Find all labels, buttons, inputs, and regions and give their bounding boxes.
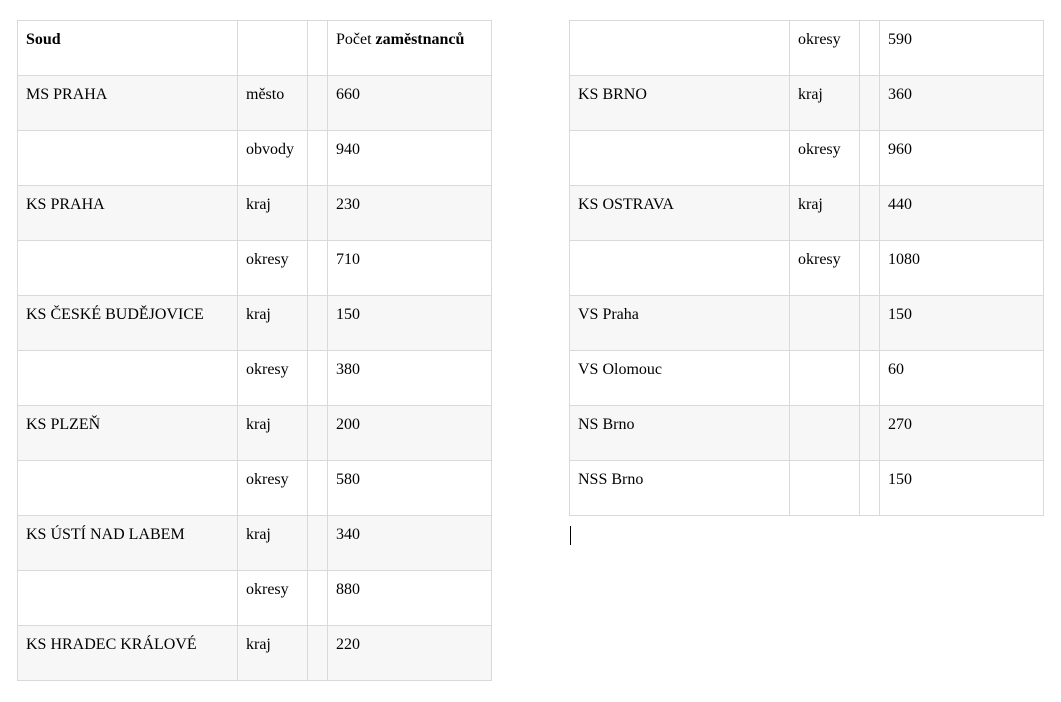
employee-count-cell[interactable]: 270 (880, 406, 1044, 461)
table-row (570, 76, 1044, 131)
unit-cell[interactable]: kraj (238, 186, 308, 241)
court-cell[interactable] (570, 131, 790, 186)
employee-count-cell[interactable]: 150 (880, 461, 1044, 516)
table-row (570, 296, 1044, 351)
unit-cell[interactable]: okresy (790, 21, 860, 76)
spacer-cell[interactable] (860, 296, 880, 351)
employee-count-cell[interactable]: 940 (328, 131, 492, 186)
court-cell[interactable]: NS Brno (570, 406, 790, 461)
employee-count-cell[interactable]: 880 (328, 571, 492, 626)
spacer-cell[interactable] (308, 21, 328, 76)
table-row (18, 296, 492, 351)
spacer-cell[interactable] (308, 626, 328, 681)
spacer-cell[interactable] (860, 406, 880, 461)
unit-cell[interactable]: kraj (238, 406, 308, 461)
spacer-cell[interactable] (308, 461, 328, 516)
employee-count-cell[interactable]: 150 (880, 296, 1044, 351)
unit-cell[interactable] (790, 461, 860, 516)
employee-count-cell[interactable]: 960 (880, 131, 1044, 186)
court-cell[interactable] (570, 241, 790, 296)
header-employee-count[interactable] (328, 21, 492, 76)
court-cell[interactable] (570, 21, 790, 76)
unit-cell[interactable]: okresy (238, 571, 308, 626)
spacer-cell[interactable] (308, 186, 328, 241)
table-row (18, 351, 492, 406)
employee-count-cell[interactable]: 710 (328, 241, 492, 296)
spacer-cell[interactable] (308, 76, 328, 131)
unit-cell[interactable]: kraj (238, 516, 308, 571)
unit-cell[interactable] (790, 296, 860, 351)
court-cell[interactable] (18, 241, 238, 296)
employee-count-cell[interactable]: 220 (328, 626, 492, 681)
left-table-body (18, 21, 492, 681)
court-cell[interactable]: KS HRADEC KRÁLOVÉ (18, 626, 238, 681)
court-cell[interactable] (18, 131, 238, 186)
table-row (18, 516, 492, 571)
table-row (570, 21, 1044, 76)
court-cell[interactable]: VS Praha (570, 296, 790, 351)
court-cell[interactable]: MS PRAHA (18, 76, 238, 131)
table-row (570, 241, 1044, 296)
spacer-cell[interactable] (308, 406, 328, 461)
unit-cell[interactable]: kraj (790, 76, 860, 131)
employee-count-cell[interactable]: 1080 (880, 241, 1044, 296)
employee-count-cell[interactable]: 660 (328, 76, 492, 131)
unit-cell[interactable]: okresy (238, 241, 308, 296)
table-row (18, 461, 492, 516)
employee-count-cell[interactable]: 60 (880, 351, 1044, 406)
table-row (570, 406, 1044, 461)
spacer-cell[interactable] (308, 241, 328, 296)
court-cell[interactable]: KS ČESKÉ BUDĚJOVICE (18, 296, 238, 351)
text-cursor (570, 526, 571, 545)
spacer-cell[interactable] (860, 76, 880, 131)
table-row (18, 406, 492, 461)
spacer-cell[interactable] (308, 351, 328, 406)
unit-cell[interactable]: kraj (790, 186, 860, 241)
unit-cell[interactable]: kraj (238, 626, 308, 681)
unit-cell[interactable]: obvody (238, 131, 308, 186)
court-cell[interactable] (18, 461, 238, 516)
table-row (18, 186, 492, 241)
right-table-body (570, 21, 1044, 516)
unit-cell[interactable]: okresy (790, 241, 860, 296)
court-cell[interactable] (18, 351, 238, 406)
spacer-cell[interactable] (860, 131, 880, 186)
spacer-cell[interactable] (860, 241, 880, 296)
header-count-prefix: Počet (336, 31, 376, 48)
unit-cell[interactable] (790, 351, 860, 406)
employee-count-cell[interactable]: 590 (880, 21, 1044, 76)
court-cell[interactable]: KS PLZEŇ (18, 406, 238, 461)
spacer-cell[interactable] (860, 351, 880, 406)
spacer-cell[interactable] (308, 516, 328, 571)
spacer-cell[interactable] (308, 296, 328, 351)
right-table (569, 20, 1044, 516)
employee-count-cell[interactable]: 440 (880, 186, 1044, 241)
court-cell[interactable]: KS OSTRAVA (570, 186, 790, 241)
left-table (17, 20, 492, 681)
spacer-cell[interactable] (860, 21, 880, 76)
unit-cell[interactable]: okresy (238, 351, 308, 406)
spacer-cell[interactable] (860, 186, 880, 241)
header-count-bold: zaměstnanců (375, 31, 465, 48)
employee-count-cell[interactable]: 230 (328, 186, 492, 241)
court-cell[interactable]: VS Olomouc (570, 351, 790, 406)
spacer-cell[interactable] (308, 131, 328, 186)
table-row (18, 131, 492, 186)
unit-cell[interactable]: kraj (238, 296, 308, 351)
table-row (18, 626, 492, 681)
table-row (18, 76, 492, 131)
header-court[interactable]: Soud (18, 21, 238, 76)
unit-cell[interactable]: město (238, 76, 308, 131)
table-row (18, 571, 492, 626)
employee-count-cell[interactable]: 200 (328, 406, 492, 461)
header-unit[interactable] (238, 21, 308, 76)
unit-cell[interactable]: okresy (790, 131, 860, 186)
table-header-row (18, 21, 492, 76)
employee-count-cell[interactable]: 360 (880, 76, 1044, 131)
spacer-cell[interactable] (860, 461, 880, 516)
court-cell[interactable]: NSS Brno (570, 461, 790, 516)
employee-count-cell[interactable]: 580 (328, 461, 492, 516)
table-row (570, 186, 1044, 241)
court-cell[interactable] (18, 571, 238, 626)
employee-count-cell[interactable]: 340 (328, 516, 492, 571)
court-cell[interactable]: KS ÚSTÍ NAD LABEM (18, 516, 238, 571)
table-row (570, 131, 1044, 186)
unit-cell[interactable] (790, 406, 860, 461)
spacer-cell[interactable] (308, 571, 328, 626)
court-cell[interactable]: KS PRAHA (18, 186, 238, 241)
table-row (570, 351, 1044, 406)
table-row (570, 461, 1044, 516)
employee-count-cell[interactable]: 150 (328, 296, 492, 351)
employee-count-cell[interactable]: 380 (328, 351, 492, 406)
unit-cell[interactable]: okresy (238, 461, 308, 516)
table-row (18, 241, 492, 296)
court-cell[interactable]: KS BRNO (570, 76, 790, 131)
